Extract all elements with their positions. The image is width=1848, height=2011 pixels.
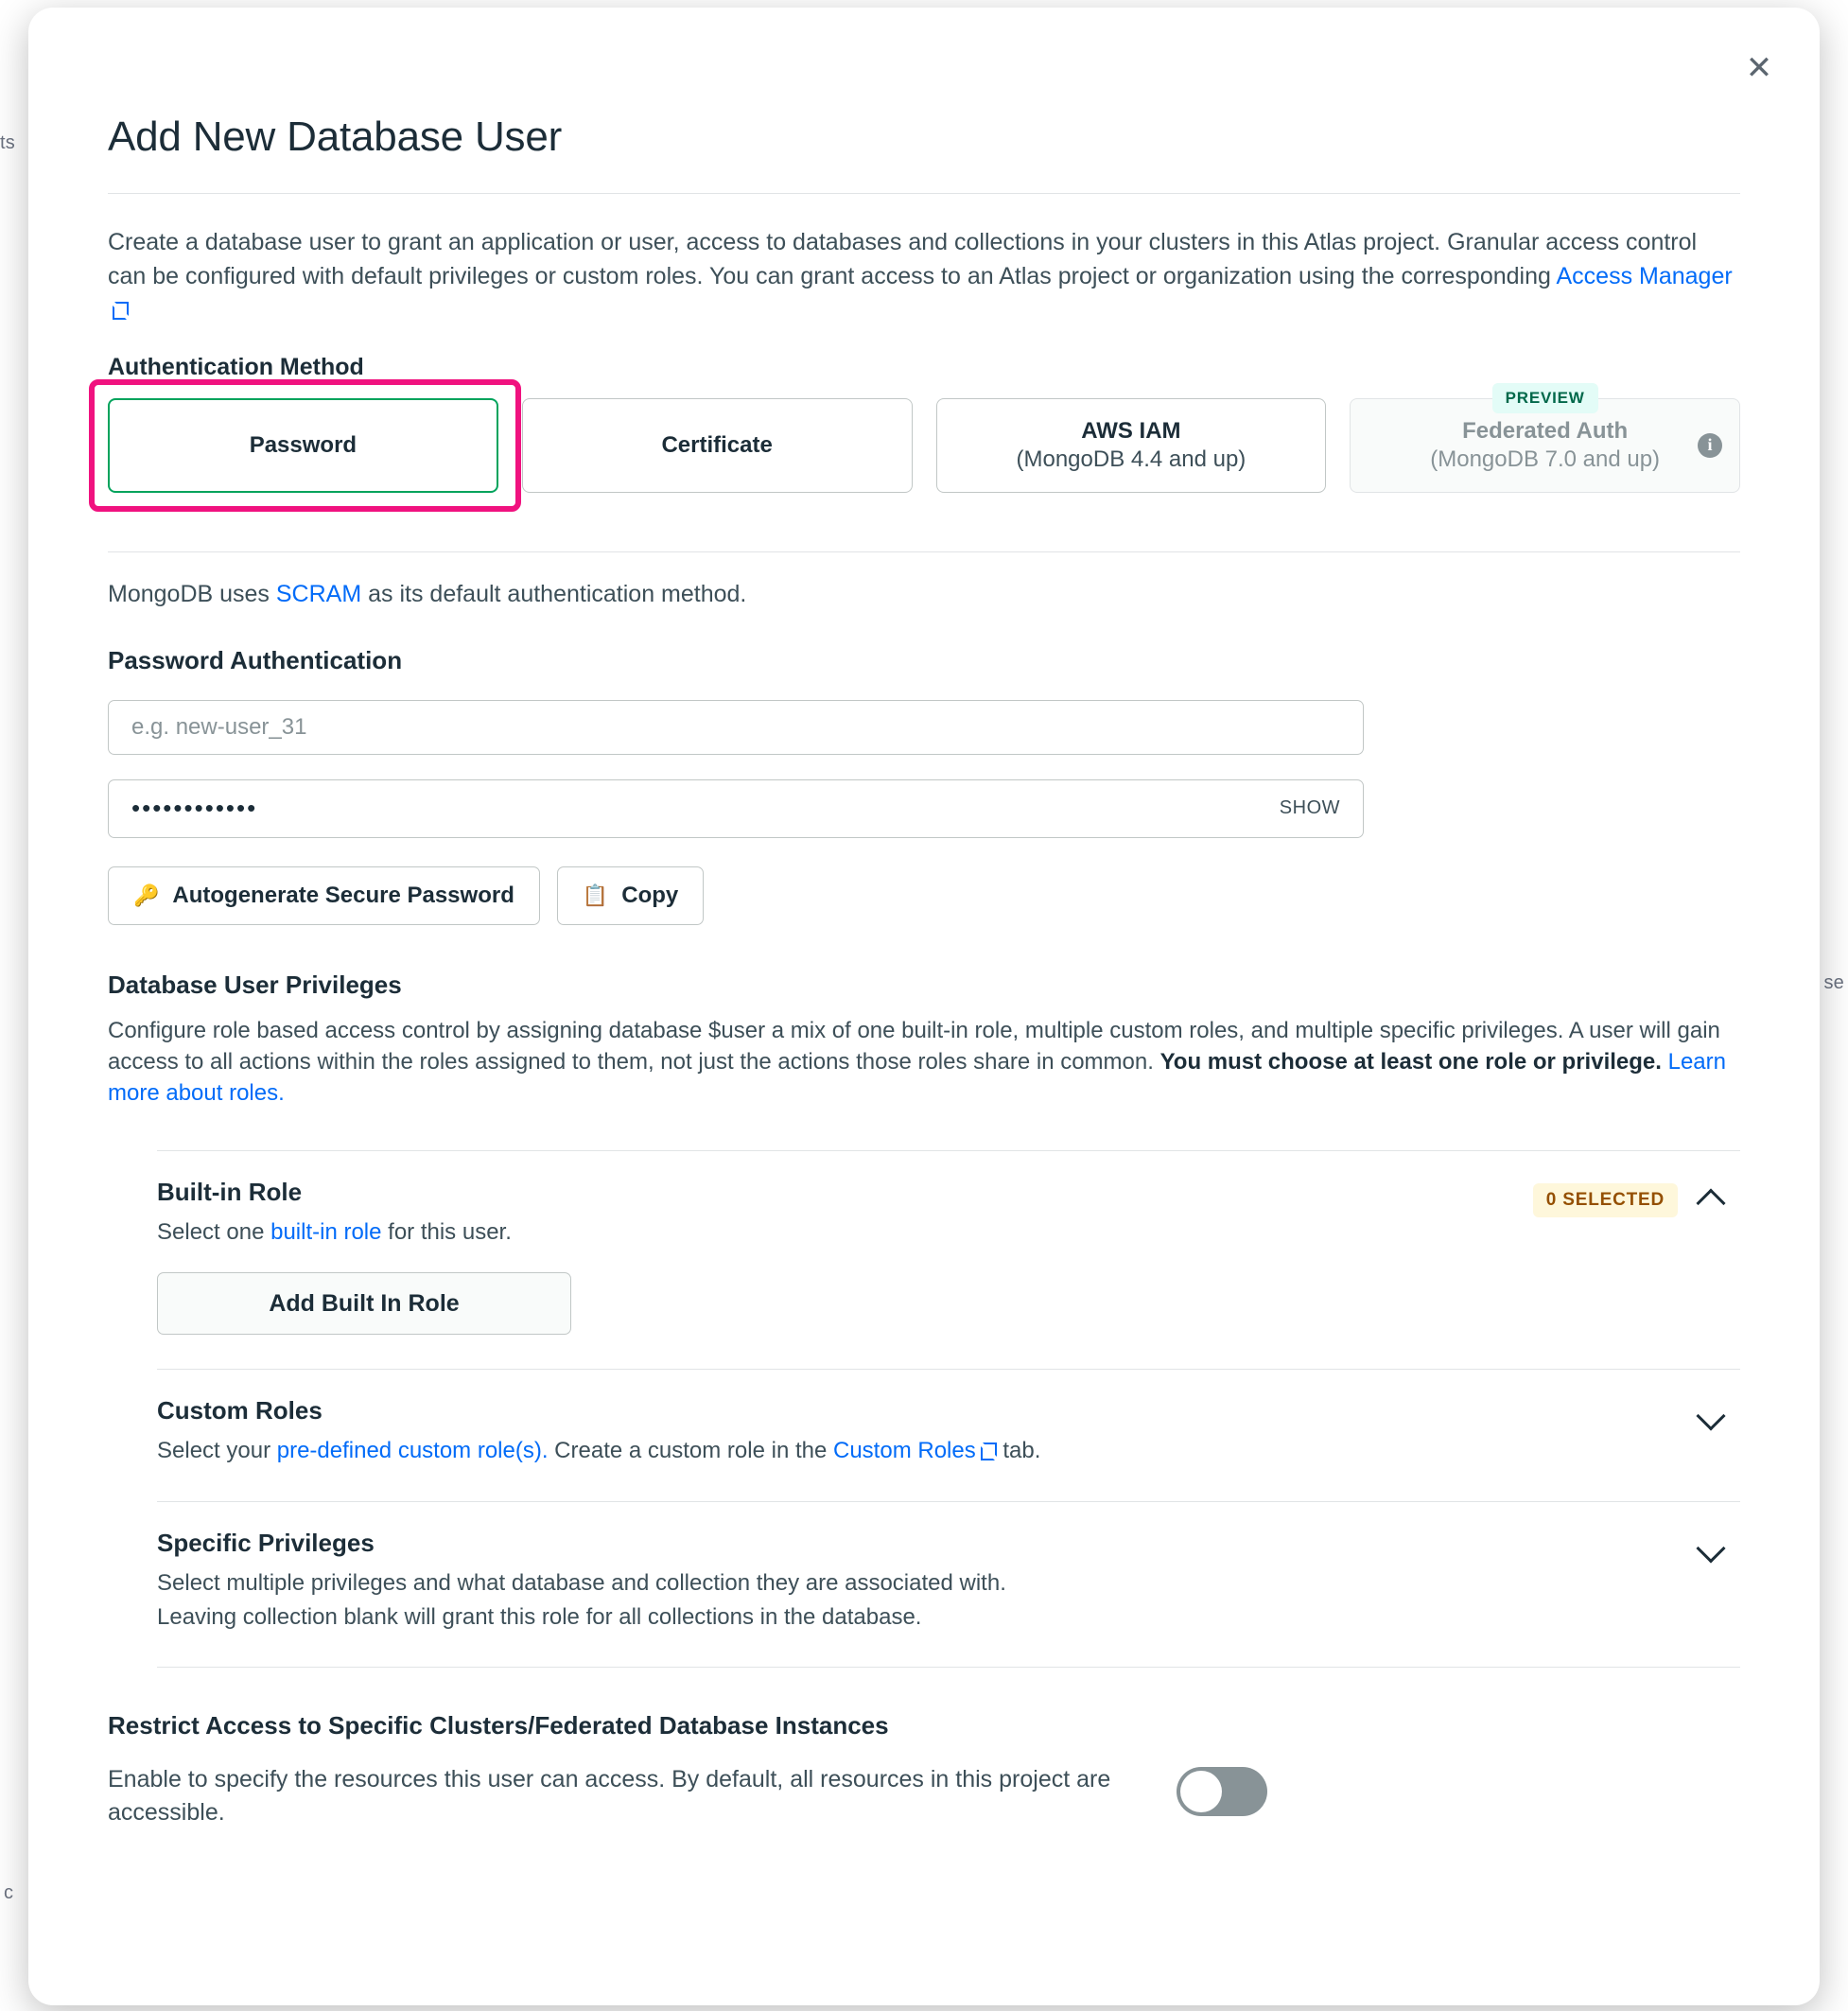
- password-actions: [108, 866, 1740, 925]
- built-in-role-description: [157, 1216, 1740, 1249]
- auth-method-certificate[interactable]: [522, 398, 913, 493]
- toggle-knob: [1180, 1771, 1222, 1812]
- restrict-access-description: Enable to specify the resources this user can access. By default, all resources in this project are accessible.: [108, 1766, 1111, 1827]
- auth-method-certificate-label: Certificate: [661, 431, 773, 458]
- specific-privileges-title: Specific Privileges: [157, 1529, 375, 1558]
- access-manager-link[interactable]: Access Manager: [1556, 262, 1733, 289]
- background-text-left-top: ts: [0, 132, 15, 153]
- chevron-down-icon-custom-roles[interactable]: [1697, 1402, 1729, 1434]
- built-in-role-selected-badge: 0 SELECTED: [1533, 1183, 1678, 1217]
- add-database-user-modal: [28, 8, 1820, 2005]
- built-in-role-desc-after: for this user.: [381, 1218, 512, 1245]
- custom-roles-description: [157, 1435, 1740, 1467]
- password-input[interactable]: [108, 779, 1364, 838]
- restrict-access-toggle[interactable]: [1177, 1767, 1267, 1816]
- username-placeholder: e.g. new-user_31: [131, 713, 307, 740]
- external-link-icon: [113, 302, 129, 318]
- auth-divider: [108, 551, 1740, 552]
- chevron-down-icon-specific-privileges[interactable]: [1697, 1534, 1729, 1566]
- auth-method-federated-auth-sublabel: (MongoDB 7.0 and up): [1430, 446, 1661, 472]
- page-title: Add New Database User: [108, 114, 563, 160]
- preview-badge: PREVIEW: [1492, 383, 1598, 413]
- learn-more-roles-link[interactable]: Learn more about roles.: [108, 1048, 1726, 1106]
- scram-note: [108, 581, 1740, 608]
- autogenerate-password-label: Autogenerate Secure Password: [172, 882, 514, 908]
- background-text-left-bottom: c: [4, 1882, 14, 1903]
- chevron-up-icon-built-in-role[interactable]: [1697, 1183, 1729, 1215]
- custom-roles-tab-link[interactable]: Custom Roles: [833, 1438, 976, 1464]
- pre-defined-custom-roles-link[interactable]: pre-defined custom role(s).: [276, 1438, 549, 1464]
- copy-password-button[interactable]: [557, 866, 704, 925]
- database-user-privileges-heading: Database User Privileges: [108, 970, 402, 999]
- auth-method-federated-auth[interactable]: [1350, 388, 1740, 493]
- privileges-desc-bold: You must choose at least one role or privilege.: [1159, 1048, 1662, 1075]
- background-left-strip: [0, 0, 28, 2011]
- restrict-access-heading: Restrict Access to Specific Clusters/Federated Database Instances: [108, 1711, 889, 1740]
- custom-roles-desc-mid: Create a custom role in the: [548, 1438, 833, 1464]
- autogenerate-password-button[interactable]: [108, 866, 540, 925]
- authentication-method-group: [108, 388, 1740, 493]
- title-divider: [108, 193, 1740, 194]
- info-icon[interactable]: i: [1698, 433, 1722, 458]
- external-link-icon-custom-roles: [981, 1443, 997, 1459]
- copy-icon: 📋: [582, 883, 609, 907]
- add-built-in-role-button[interactable]: Add Built In Role: [157, 1272, 571, 1335]
- scram-link[interactable]: SCRAM: [275, 580, 362, 607]
- auth-method-aws-iam-label: AWS IAM: [1081, 417, 1181, 444]
- auth-method-aws-iam[interactable]: [936, 398, 1327, 493]
- privileges-desc-part1: Configure role based access control by assigning database $user a mix of one built-in role, multiple custom roles, and multiple specific privileges. A user will gain access to all actions within the roles assigned to them, not just the actions those roles share in common.: [108, 1017, 1720, 1075]
- show-password-button[interactable]: SHOW: [1279, 797, 1340, 818]
- privileges-panel: [157, 1150, 1740, 1668]
- built-in-role-title: Built-in Role: [157, 1177, 303, 1206]
- password-value: ••••••••••••: [131, 794, 258, 822]
- specific-privileges-section: [157, 1502, 1740, 1668]
- built-in-role-link[interactable]: built-in role: [270, 1218, 382, 1245]
- custom-roles-title: Custom Roles: [157, 1396, 323, 1425]
- custom-roles-desc-before: Select your: [157, 1438, 277, 1464]
- copy-password-label: Copy: [621, 882, 679, 908]
- specific-privileges-description-line2: Leaving collection blank will grant this role for all collections in the database.: [157, 1603, 922, 1630]
- auth-method-password[interactable]: [108, 398, 498, 493]
- custom-roles-section: [157, 1370, 1740, 1502]
- scram-note-before: MongoDB uses: [108, 580, 276, 607]
- intro-text-body: Create a database user to grant an application or user, access to databases and collections in your clusters in this Atlas project. Granular access control can be configured with default privileges or custom roles. You can grant access to an Atlas project or organization using the corresponding: [108, 229, 1698, 289]
- close-icon[interactable]: ✕: [1738, 47, 1780, 89]
- scram-note-after: as its default authentication method.: [361, 580, 747, 607]
- specific-privileges-description-line1: Select multiple privileges and what database and collection they are associated with.: [157, 1570, 1006, 1597]
- key-icon: 🔑: [133, 883, 160, 907]
- auth-method-aws-iam-sublabel: (MongoDB 4.4 and up): [1016, 446, 1247, 472]
- intro-text: [108, 226, 1735, 327]
- background-text-right: se: [1823, 972, 1844, 993]
- auth-method-password-label: Password: [249, 431, 357, 458]
- built-in-role-desc-before: Select one: [157, 1218, 271, 1245]
- database-user-privileges-description: [108, 1015, 1740, 1109]
- custom-roles-desc-after: tab.: [996, 1438, 1041, 1464]
- authentication-method-label: Authentication Method: [108, 353, 364, 380]
- password-authentication-heading: Password Authentication: [108, 645, 403, 674]
- restrict-access-row: [108, 1763, 1740, 1829]
- auth-method-federated-auth-label: Federated Auth: [1462, 417, 1629, 444]
- built-in-role-section: [157, 1151, 1740, 1371]
- username-input[interactable]: [108, 700, 1364, 755]
